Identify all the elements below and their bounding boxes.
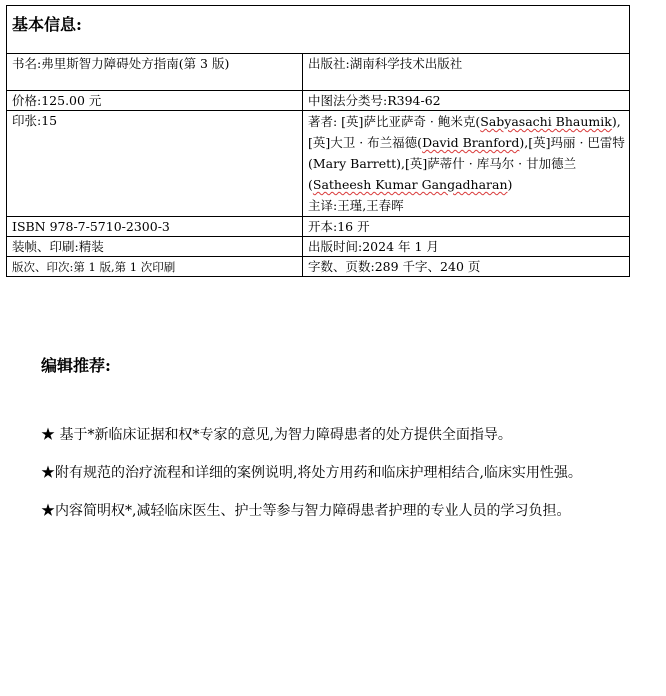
isbn: ISBN 978-7-5710-2300-3	[7, 217, 303, 237]
authors-prefix: 著者: [英]萨比亚萨奇 · 鲍米克(	[308, 114, 481, 129]
translators: 主译:王瑾,王春晖	[308, 198, 404, 213]
authors-mid-1: ),[英]大卫 · 布兰福德(	[308, 114, 621, 150]
binding: 装帧、印刷:精装	[7, 237, 303, 257]
printed-sheets: 印张:15	[7, 111, 303, 217]
book-title: 书名:弗里斯智力障碍处方指南(第 3 版)	[7, 54, 303, 91]
recommendation-list	[41, 420, 616, 526]
recommendation-heading: 编辑推荐:	[41, 356, 111, 375]
table-row	[7, 54, 630, 91]
authors-cell	[303, 111, 630, 217]
publisher: 出版社:湖南科学技术出版社	[303, 54, 630, 91]
authors-suffix: )	[507, 177, 513, 192]
book-format: 开本:16 开	[303, 217, 630, 237]
table-row	[7, 91, 630, 111]
author-name-1: Sabyasachi Bhaumik	[480, 114, 612, 129]
list-item: ★附有规范的治疗流程和详细的案例说明,将处方用药和临床护理相结合,临床实用性强。	[41, 465, 582, 481]
table-row	[7, 111, 630, 217]
basic-info-table	[6, 5, 630, 277]
word-page-count: 字数、页数:289 千字、240 页	[303, 257, 630, 277]
publish-date: 出版时间:2024 年 1 月	[303, 237, 630, 257]
list-item: ★ 基于*新临床证据和权*专家的意见,为智力障碍患者的处方提供全面指导。	[41, 427, 512, 443]
list-item: ★内容简明权*,减轻临床医生、护士等参与智力障碍患者护理的专业人员的学习负担。	[41, 503, 571, 519]
author-name-3: Satheesh Kumar Gangadharan	[312, 177, 508, 192]
basic-info-heading: 基本信息:	[7, 6, 630, 54]
authors-mid-2: ),[英]玛丽 · 巴雷特(Mary Barrett),[英]萨蒂什 · 库马尔 · 甘加德兰(	[308, 135, 625, 192]
table-row	[7, 237, 630, 257]
table-row	[7, 6, 630, 54]
table-row	[7, 257, 630, 277]
author-name-2: David Branford	[422, 135, 520, 150]
edition: 版次、印次:第 1 版,第 1 次印刷	[7, 257, 303, 277]
clc-number: 中图法分类号:R394-62	[303, 91, 630, 111]
price: 价格:125.00 元	[7, 91, 303, 111]
table-row	[7, 217, 630, 237]
